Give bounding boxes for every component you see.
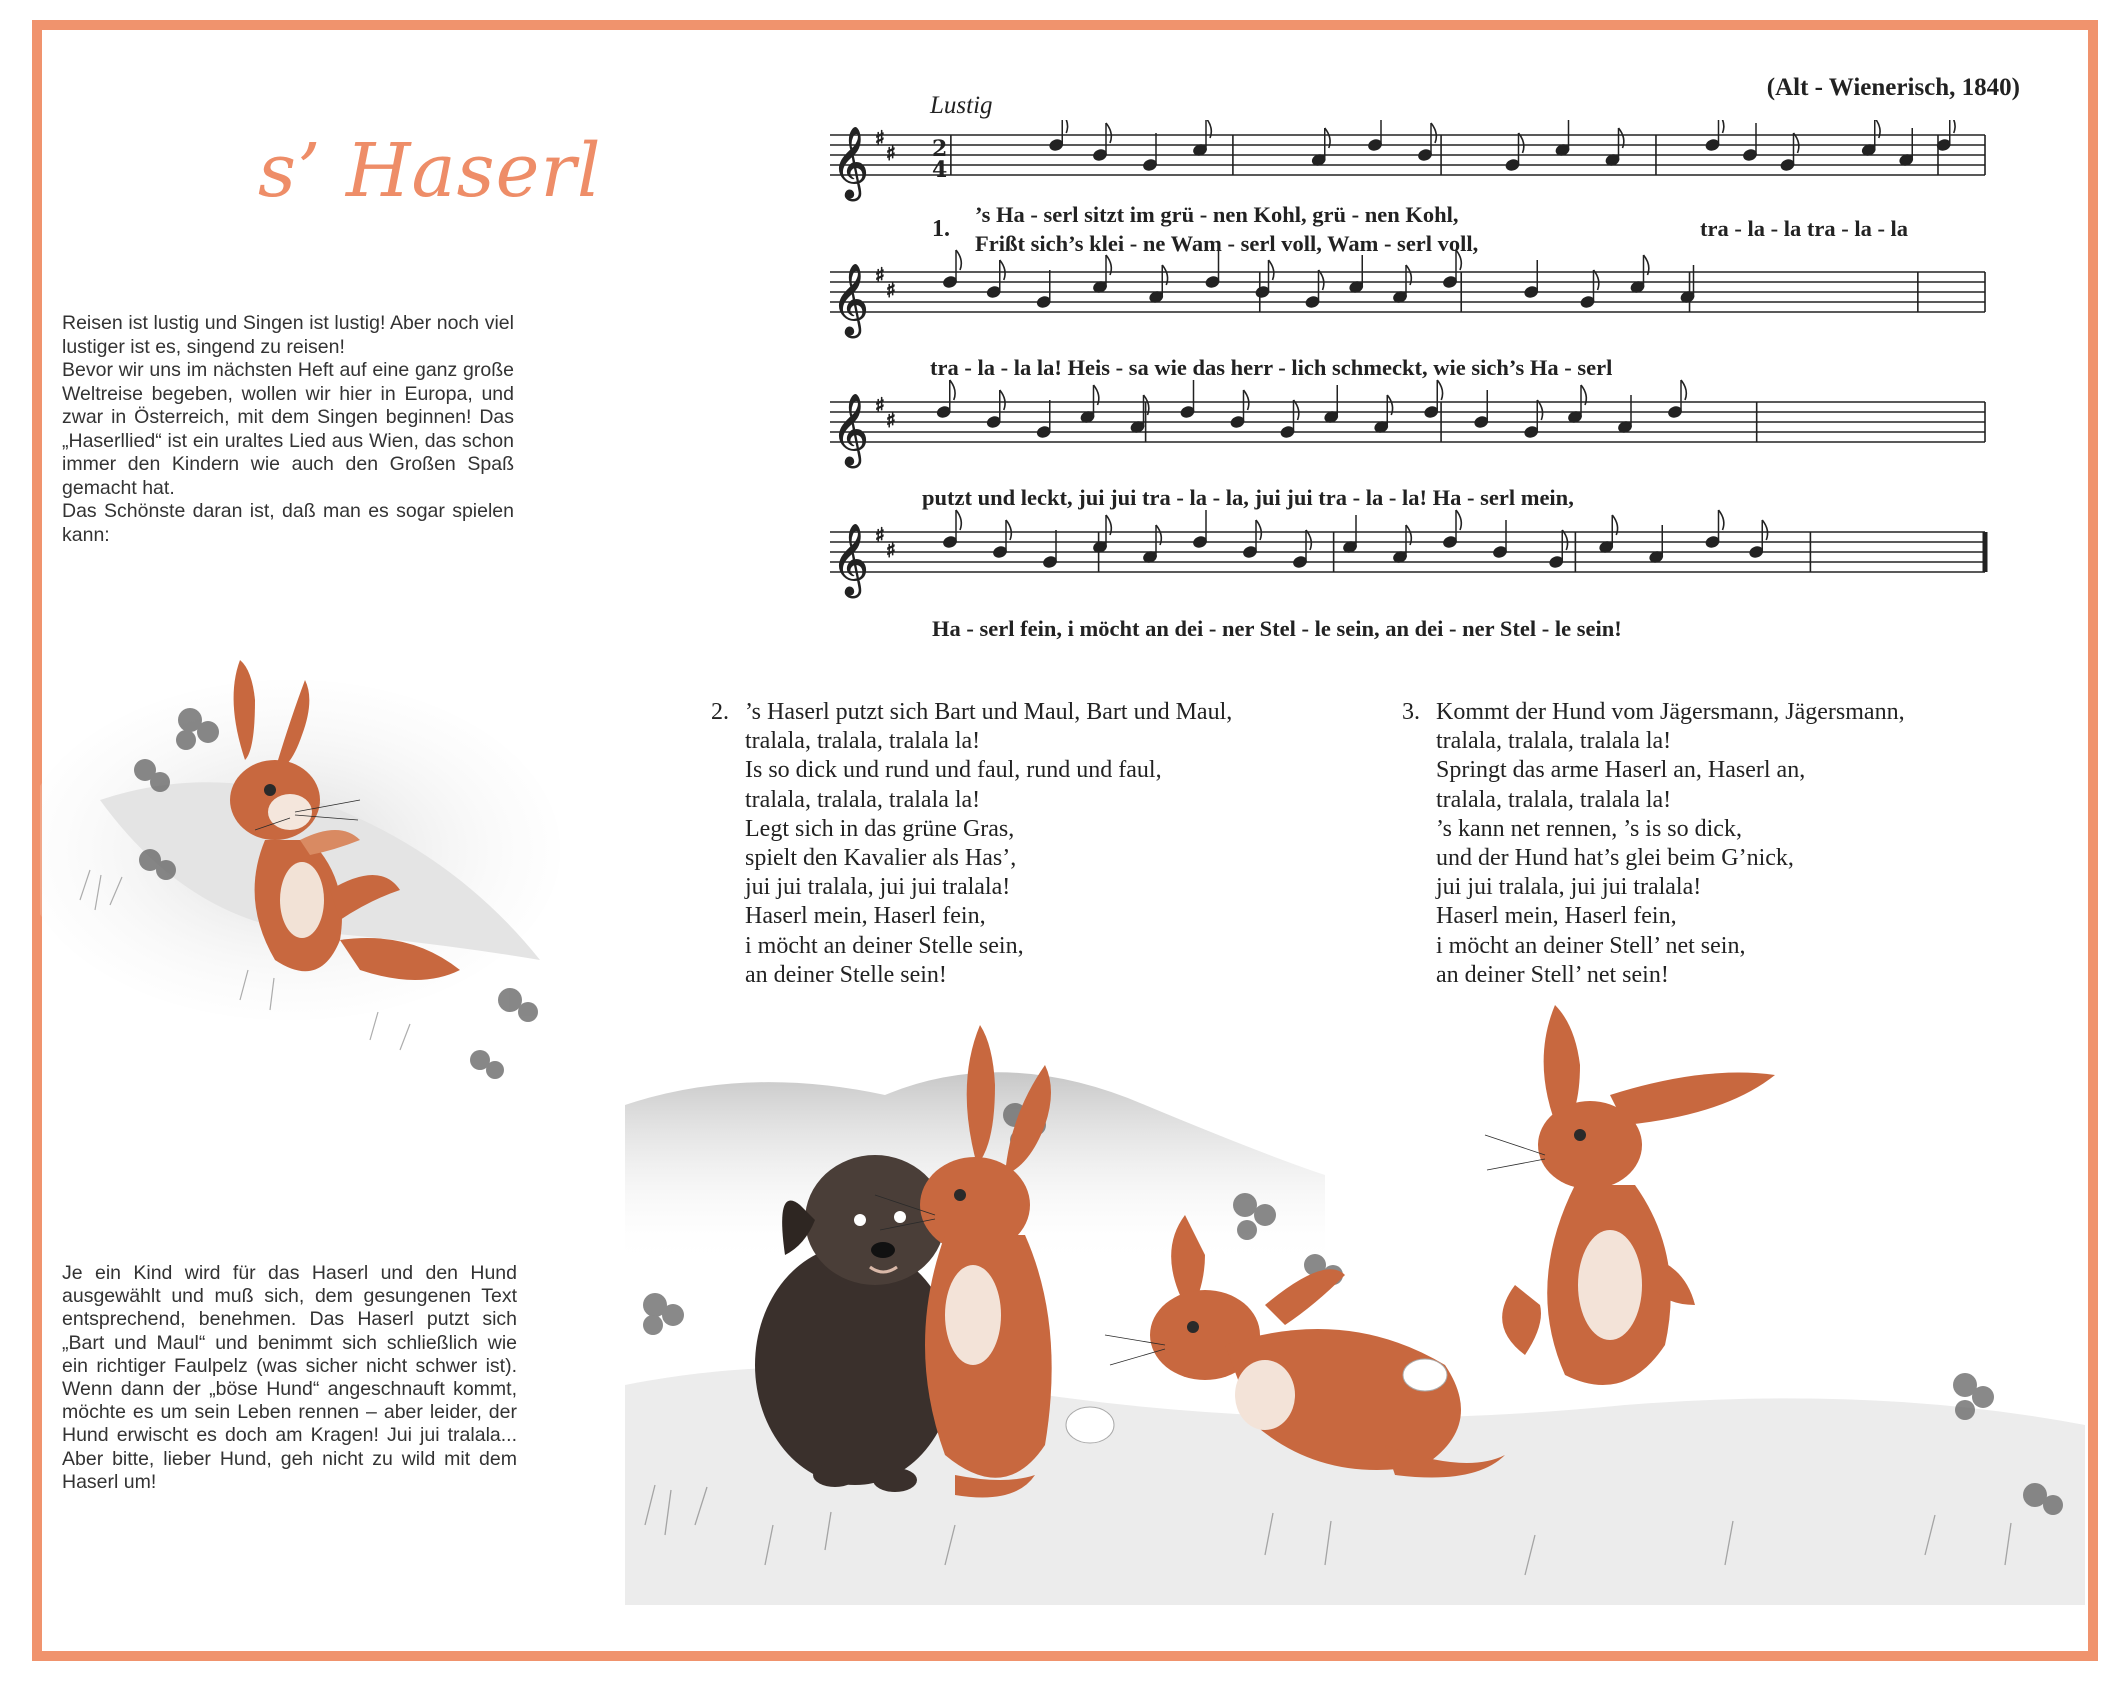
verse-line: Haserl mein, Haserl fein, — [745, 903, 986, 930]
intro-paragraph: Das Schönste daran ist, daß man es sogar spielen kann: — [62, 500, 514, 546]
verse-line: Springt das arme Haserl an, Haserl an, — [1436, 757, 1806, 784]
note-flag — [1719, 120, 1724, 133]
treble-clef-icon: 𝄞 — [832, 125, 869, 198]
verse-line: tralala, tralala, tralala la! — [1436, 786, 1672, 813]
note-flag — [1719, 510, 1724, 530]
sharp-icon: ♯ — [875, 523, 885, 547]
verse-line: i möcht an deiner Stelle sein, — [745, 932, 1024, 959]
verse-line: tralala, tralala, tralala la! — [745, 728, 981, 755]
verse-line: Haserl mein, Haserl fein, — [1436, 903, 1677, 930]
note-flag — [1294, 400, 1299, 420]
verse-line: und der Hund hat’s glei beim G’nick, — [1436, 844, 1794, 871]
note-flag — [1000, 390, 1005, 410]
note-flag — [1437, 380, 1442, 400]
verse-line: jui jui tralala, jui jui tralala! — [1436, 874, 1702, 901]
sharp-icon: ♯ — [875, 126, 885, 150]
note-flag — [1594, 270, 1599, 290]
note-flag — [1950, 120, 1955, 133]
verse-line: Is so dick und rund und faul, rund und faul, — [745, 757, 1162, 784]
verse-line: Legt sich in das grüne Gras, — [745, 815, 1015, 842]
sharp-icon: ♯ — [875, 393, 885, 417]
verse-line: ’s kann net rennen, ’s is so dick, — [1436, 815, 1742, 842]
lyrics-line-2: tra - la - la la! Heis - sa wie das herr - lich schmeckt, wie sich’s Ha - serl — [930, 355, 1613, 380]
note-flag — [956, 250, 961, 270]
verse-number: 3. — [1402, 699, 1420, 725]
treble-clef-icon: 𝄞 — [832, 392, 869, 465]
game-instructions — [62, 1262, 517, 1494]
song-title: s’ Haserl — [258, 128, 602, 214]
verse-line: tralala, tralala, tralala la! — [745, 786, 981, 813]
note-flag — [1000, 260, 1005, 280]
lyrics-line-4: Ha - serl fein, i möcht an dei - ner Stel - le sein, an dei - ner Stel - le sein! — [932, 616, 1622, 641]
note-flag — [1306, 530, 1311, 550]
verse-3 — [1402, 698, 1905, 990]
lyrics-line-1b: Frißt sich’s klei - ne Wam - serl voll, Wam - serl voll, — [975, 231, 1479, 256]
note-flag — [950, 380, 955, 400]
rabbit-lying-illustration — [40, 640, 600, 1110]
time-signature-bottom: 4 — [932, 157, 948, 183]
note-flag — [1456, 510, 1461, 530]
note-flag — [1431, 123, 1436, 143]
sharp-icon: ♯ — [886, 538, 896, 562]
sharp-icon: ♯ — [886, 141, 896, 165]
sharp-icon: ♯ — [886, 408, 896, 432]
note-flag — [1006, 520, 1011, 540]
note-flag — [956, 510, 961, 530]
note-flag — [1256, 520, 1261, 540]
intro-paragraph: Reisen ist lustig und Singen ist lustig! Aber noch viel lustiger ist es, singend zu reisen! — [62, 312, 514, 358]
verse-line: Kommt der Hund vom Jägersmann, Jägersmann, — [1436, 699, 1905, 725]
lyrics-line-1c: tra - la - la tra - la - la — [1700, 216, 1909, 241]
verse-line: i möcht an deiner Stell’ net sein, — [1436, 932, 1746, 959]
verse-number: 1. — [932, 216, 950, 242]
time-signature-top: 2 — [932, 136, 948, 162]
note-flag — [1106, 123, 1111, 143]
tempo-marking: Lustig — [930, 92, 993, 119]
verse-number: 2. — [711, 699, 729, 725]
intro-text — [62, 312, 514, 547]
note-flag — [1762, 520, 1767, 540]
verse-2 — [711, 698, 1233, 990]
note-flag — [1519, 133, 1524, 153]
sharp-icon: ♯ — [875, 263, 885, 287]
intro-paragraph: Bevor wir uns im nächsten Heft auf eine ganz große Weltreise begeben, wollen wir hier in Europa, und zwar in Österreich, mit dem Singen beginnen! Das „Haserllied“ ist ein uraltes Lied aus Wien, das schon immer den Kindern wie auch den Großen Spaß gemacht hat. — [62, 359, 514, 499]
treble-clef-icon: 𝄞 — [832, 522, 869, 595]
treble-clef-icon: 𝄞 — [832, 262, 869, 335]
note-flag — [1562, 530, 1567, 550]
note-flag — [1794, 133, 1799, 153]
verse-line: jui jui tralala, jui jui tralala! — [745, 874, 1011, 901]
dog-and-rabbits-illustration — [625, 1005, 2085, 1605]
sheet-music — [830, 120, 2030, 650]
note-flag — [1244, 390, 1249, 410]
verse-line: tralala, tralala, tralala la! — [1436, 728, 1672, 755]
lyrics-line-1a: ’s Ha - serl sitzt im grü - nen Kohl, grü - nen Kohl, — [975, 202, 1459, 227]
note-flag — [1681, 380, 1686, 400]
note-flag — [1537, 400, 1542, 420]
rabbit-figure-right — [1485, 1005, 1775, 1385]
instructions-paragraph: Je ein Kind wird für das Haserl und den Hund ausgewählt und muß sich, dem gesungenen Text entsprechend, benehmen. Das Haserl putzt sich „Bart und Maul“ und benimmt sich schließlich wie ein richtiger Faulpelz (was sicher nicht schwer ist). Wenn dann der „böse Hund“ angeschnauft kommt, möchte es um sein Leben rennen – aber leider, der Hund erwischt es doch am Kragen! Jui jui tralala... Aber bitte, lieber Hund, geh nicht zu wild mit dem Haserl um! — [62, 1262, 517, 1493]
note-flag — [1269, 260, 1274, 280]
song-origin: (Alt - Wienerisch, 1840) — [1766, 74, 2020, 101]
note-flag — [1319, 270, 1324, 290]
note-flag — [1062, 120, 1067, 133]
verse-line: an deiner Stell’ net sein! — [1436, 961, 1669, 988]
verse-line: spielt den Kavalier als Has’, — [745, 844, 1017, 871]
sharp-icon: ♯ — [886, 278, 896, 302]
lyrics-line-3: putzt und leckt, jui jui tra - la - la, jui jui tra - la - la! Ha - serl mein, — [922, 485, 1574, 510]
verse-line: an deiner Stelle sein! — [745, 961, 947, 988]
verse-line: ’s Haserl putzt sich Bart und Maul, Bart und Maul, — [745, 699, 1233, 725]
